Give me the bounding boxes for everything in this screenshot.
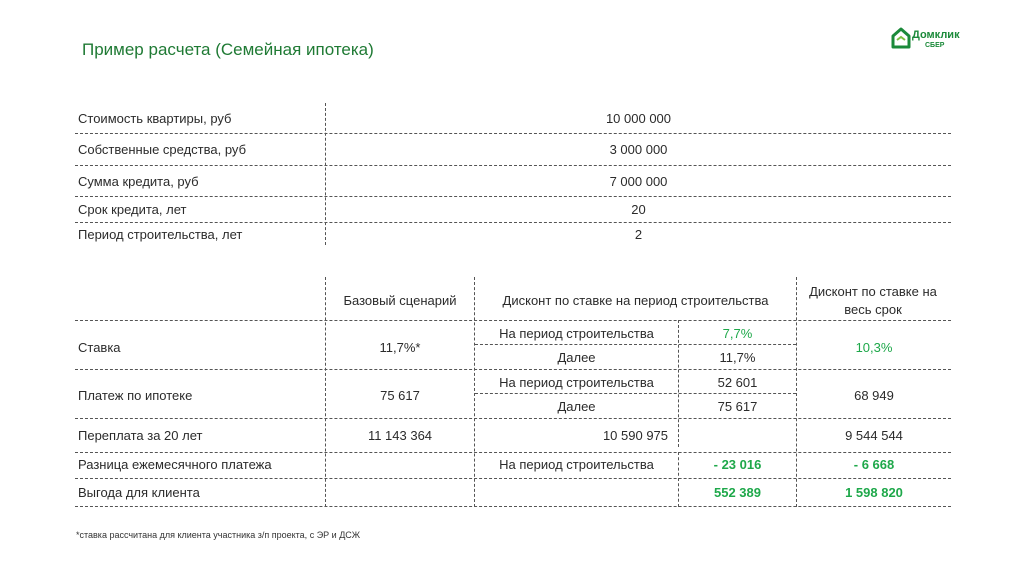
payment-sub-value: 52 601 <box>717 375 758 390</box>
payment-full: 68 949 <box>854 388 894 403</box>
rate-sub-label: На период строительства <box>499 326 654 341</box>
rate-sub-value: 7,7% <box>722 326 753 341</box>
overpay-base: 11 143 364 <box>367 428 433 443</box>
payment-base: 75 617 <box>380 388 420 403</box>
summary-value: 2 <box>634 227 643 242</box>
header-discount-construction: Дисконт по ставке на период строительства <box>502 293 769 308</box>
overpay-full: 9 544 544 <box>845 428 903 443</box>
row-label-diff: Разница ежемесячного платежа <box>78 457 272 472</box>
diff-full: - 6 668 <box>853 457 895 472</box>
brand-logo <box>891 27 981 53</box>
benefit-full: 1 598 820 <box>845 485 903 500</box>
payment-sub-label: На период строительства <box>499 375 654 390</box>
brand-sub: СБЕР <box>925 42 945 49</box>
summary-label: Собственные средства, руб <box>78 142 247 157</box>
rate-full: 10,3% <box>855 340 893 355</box>
benefit-value: 552 389 <box>714 485 761 500</box>
header-base: Базовый сценарий <box>343 293 457 308</box>
house-icon <box>891 27 911 49</box>
diff-sub-label: На период строительства <box>499 457 654 472</box>
rate-sub-value: 11,7% <box>719 350 756 365</box>
row-label-overpay: Переплата за 20 лет <box>78 428 203 443</box>
summary-label: Срок кредита, лет <box>78 202 187 217</box>
summary-label: Сумма кредита, руб <box>78 174 199 189</box>
row-label-benefit: Выгода для клиента <box>78 485 200 500</box>
rate-sub-label: Далее <box>557 350 596 365</box>
summary-value: 10 000 000 <box>605 111 672 126</box>
payment-sub-value: 75 617 <box>717 399 758 414</box>
row-label-payment: Платеж по ипотеке <box>78 388 193 403</box>
page-title: Пример расчета (Семейная ипотека) <box>82 40 374 59</box>
brand-name: Домклик <box>912 29 960 41</box>
summary-value: 7 000 000 <box>609 174 668 189</box>
rate-base: 11,7%* <box>379 340 421 355</box>
header-discount-full: Дисконт по ставке на весь срок <box>809 284 937 317</box>
summary-value: 20 <box>631 202 646 217</box>
row-label-rate: Ставка <box>78 340 121 355</box>
summary-value: 3 000 000 <box>609 142 668 157</box>
summary-label: Период строительства, лет <box>78 227 243 242</box>
footnote: *ставка рассчитана для клиента участника з/п проекта, с ЭР и ДСЖ <box>76 530 361 540</box>
diff-value: - 23 016 <box>713 457 762 472</box>
summary-label: Стоимость квартиры, руб <box>78 111 232 126</box>
payment-sub-label: Далее <box>557 399 596 414</box>
overpay-construction: 10 590 975 <box>602 428 669 443</box>
